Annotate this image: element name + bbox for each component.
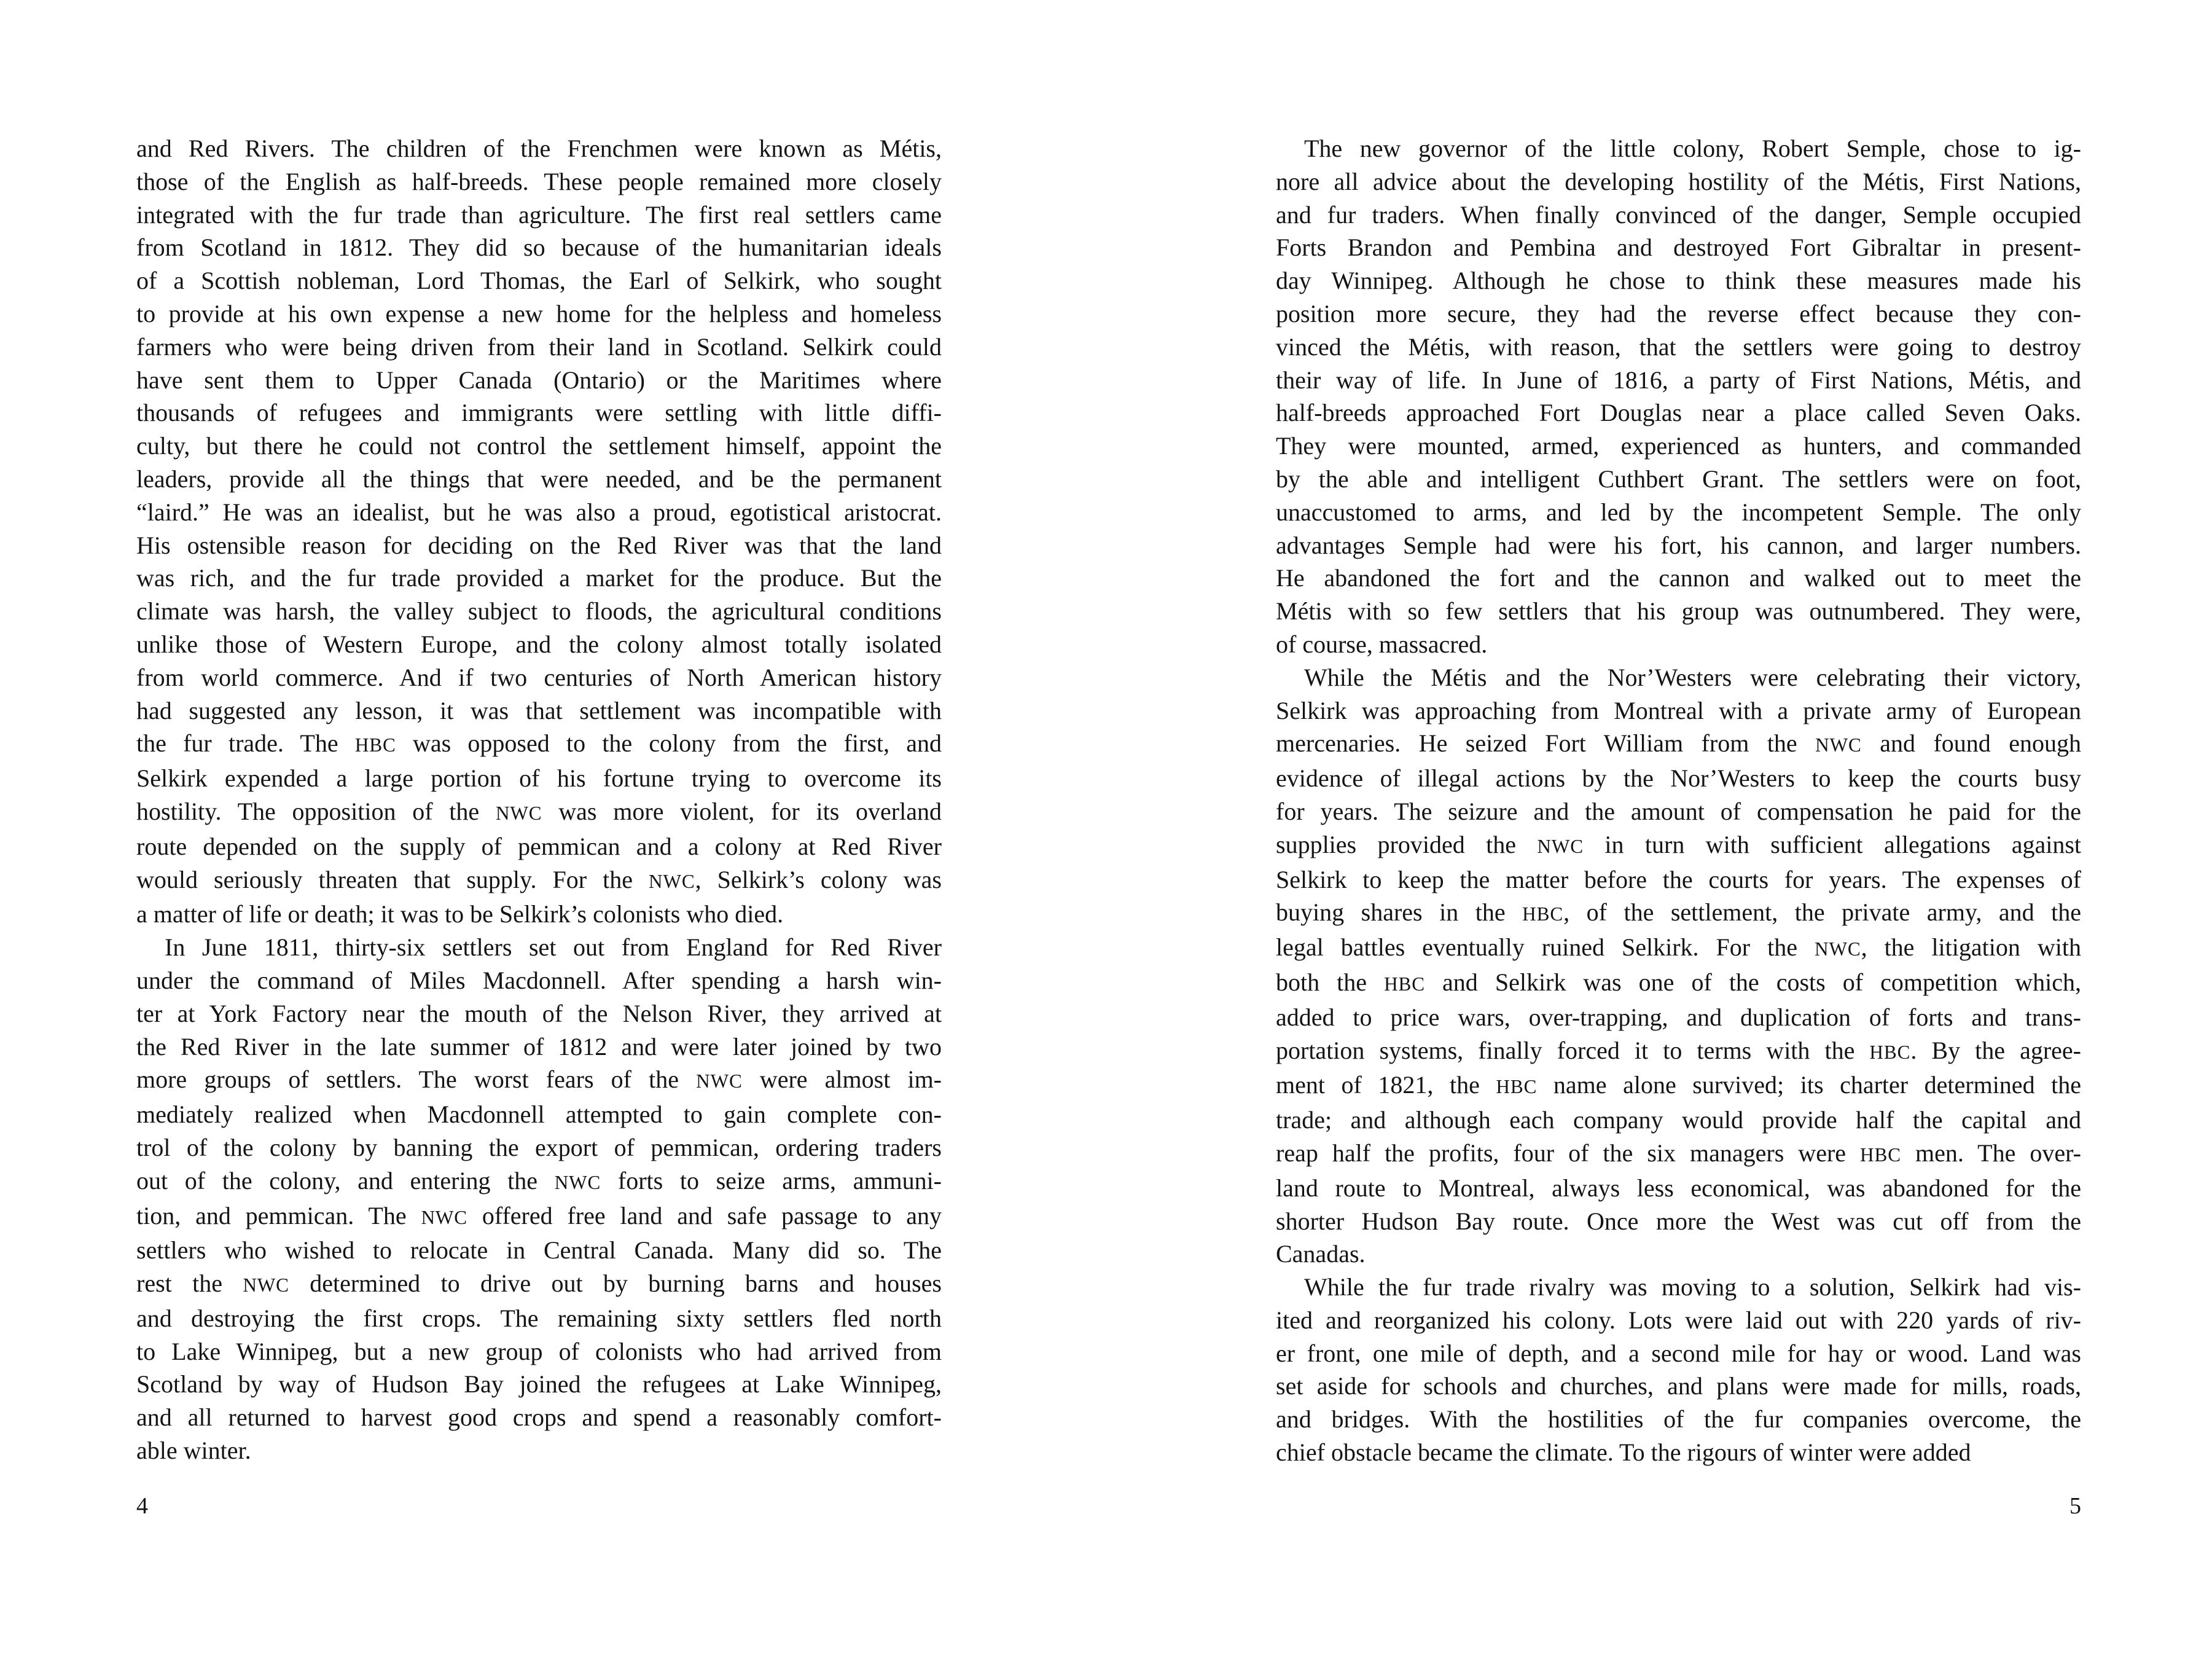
text-line: His ostensible reason for deciding on the Red River was that the land [136, 531, 942, 559]
text-line: They were mounted, armed, experienced as hunters, and commanded [1276, 432, 2081, 460]
paragraph [136, 931, 942, 1467]
paragraph [1276, 132, 2081, 661]
text-line: rest the NWC determined to drive out by burning barns and houses [136, 1269, 942, 1298]
text-line: While the Métis and the Nor’Westers were celebrating their victory, [1304, 663, 2081, 691]
text-line: The new governor of the little colony, Robert Semple, chose to ig- [1304, 135, 2081, 162]
small-caps-abbreviation: NWC [421, 1206, 468, 1228]
text-line: unaccustomed to arms, and led by the incompetent Semple. The only [1276, 498, 2081, 526]
text-line: evidence of illegal actions by the Nor’Westers to keep the courts busy [1276, 764, 2081, 793]
text-line: “laird.” He was an idealist, but he was also a proud, egotistical aristocrat. [136, 498, 942, 526]
text-line: the Red River in the late summer of 1812 and were later joined by two [136, 1032, 942, 1061]
text-line: would seriously threaten that supply. For the NWC, Selkirk’s colony was [136, 865, 942, 893]
text-line: able winter. [136, 1437, 251, 1465]
small-caps-abbreviation: NWC [696, 1070, 743, 1092]
text-line: of a Scottish nobleman, Lord Thomas, the Earl of Selkirk, who sought [136, 267, 942, 295]
text-line: of course, massacred. [1276, 630, 1488, 658]
text-line: more groups of settlers. The worst fears of the NWC were almost im- [136, 1065, 942, 1094]
text-line: Forts Brandon and Pembina and destroyed Fort Gibraltar in present- [1276, 233, 2081, 262]
text-line: position more secure, they had the reverse effect because they con- [1276, 299, 2081, 327]
text-line: supplies provided the NWC in turn with sufficient allegations against [1276, 830, 2082, 858]
text-line: portation systems, finally forced it to terms with the HBC. By the agree- [1276, 1036, 2082, 1064]
text-line: mercenaries. He seized Fort William from the NWC and found enough [1276, 729, 2082, 758]
small-caps-abbreviation: NWC [1537, 835, 1584, 857]
text-line: Métis with so few settlers that his group was outnumbered. They were, [1276, 597, 2081, 626]
text-line: from Scotland in 1812. They did so because of the humanitarian ideals [136, 233, 942, 262]
text-line: from world commerce. And if two centuries of North American history [136, 663, 942, 691]
text-line: unlike those of Western Europe, and the colony almost totally isolated [136, 630, 942, 658]
text-line: In June 1811, thirty-six settlers set out from England for Red River [165, 933, 942, 962]
text-line: vinced the Métis, with reason, that the settlers were going to destroy [1276, 332, 2081, 361]
text-line: culty, but there he could not control the settlement himself, appoint the [136, 432, 942, 460]
text-line: day Winnipeg. Although he chose to think these measures made his [1276, 267, 2081, 295]
text-line: buying shares in the HBC, of the settlement, the private army, and the [1276, 898, 2081, 927]
paragraph [1276, 1271, 2081, 1469]
paragraph [1276, 661, 2081, 1271]
text-line: for years. The seizure and the amount of compensation he paid for the [1276, 797, 2081, 825]
text-line: set aside for schools and churches, and plans were made for mills, roads, [1276, 1372, 2081, 1400]
small-caps-abbreviation: HBC [1496, 1076, 1538, 1098]
text-line: While the fur trade rivalry was moving to a solution, Selkirk had vis- [1304, 1273, 2081, 1301]
page-4-text-column [136, 132, 942, 1467]
text-line: ter at York Factory near the mouth of the Nelson River, they arrived at [136, 999, 942, 1027]
text-line: added to price wars, over-trapping, and duplication of forts and trans- [1276, 1003, 2081, 1031]
text-line: integrated with the fur trade than agriculture. The first real settlers came [136, 200, 942, 229]
small-caps-abbreviation: HBC [1522, 903, 1564, 925]
text-line: trade; and although each company would provide half the capital and [1276, 1106, 2081, 1134]
small-caps-abbreviation: HBC [1869, 1041, 1911, 1063]
text-line: and destroying the first crops. The remaining sixty settlers fled north [136, 1304, 942, 1332]
text-line: farmers who were being driven from their land in Scotland. Selkirk could [136, 332, 942, 361]
text-line: was rich, and the fur trade provided a market for the produce. But the [136, 564, 942, 592]
text-line: those of the English as half-breeds. These people remained more closely [136, 167, 942, 195]
text-line: half-breeds approached Fort Douglas near a place called Seven Oaks. [1276, 399, 2081, 427]
text-line: to provide at his own expense a new home for the helpless and homeless [136, 299, 942, 327]
text-line: their way of life. In June of 1816, a party of First Nations, Métis, and [1276, 366, 2081, 394]
text-line: and fur traders. When finally convinced of the danger, Semple occupied [1276, 200, 2081, 229]
text-line: Selkirk to keep the matter before the courts for years. The expenses of [1276, 865, 2081, 893]
text-line: route depended on the supply of pemmican and a colony at Red River [136, 832, 942, 860]
small-caps-abbreviation: HBC [354, 734, 396, 756]
small-caps-abbreviation: NWC [243, 1274, 289, 1296]
small-caps-abbreviation: NWC [649, 870, 695, 892]
text-line: reap half the profits, four of the six managers were HBC men. The over- [1276, 1139, 2081, 1167]
page-5-text-column [1276, 132, 2081, 1469]
text-line: He abandoned the fort and the cannon and walked out to meet the [1276, 564, 2081, 592]
text-line: under the command of Miles Macdonnell. After spending a harsh win- [136, 966, 942, 994]
text-line: Selkirk was approaching from Montreal with a private army of European [1276, 696, 2081, 724]
small-caps-abbreviation: NWC [1815, 734, 1862, 756]
text-line: thousands of refugees and immigrants were settling with little diffi- [136, 399, 942, 427]
text-line: legal battles eventually ruined Selkirk. For the NWC, the litigation with [1276, 933, 2081, 962]
text-line: Scotland by way of Hudson Bay joined the refugees at Lake Winnipeg, [136, 1370, 942, 1398]
page-number-right: 5 [2069, 1493, 2081, 1519]
text-line: and bridges. With the hostilities of the fur companies overcome, the [1276, 1405, 2081, 1433]
text-line: land route to Montreal, always less economical, was abandoned for the [1276, 1174, 2081, 1202]
text-line: ment of 1821, the HBC name alone survived; its charter determined the [1276, 1071, 2081, 1099]
text-line: by the able and intelligent Cuthbert Grant. The settlers were on foot, [1276, 465, 2081, 493]
paragraph [136, 132, 942, 931]
text-line: Selkirk expended a large portion of his fortune trying to overcome its [136, 764, 942, 793]
text-line: er front, one mile of depth, and a second mile for hay or wood. Land was [1276, 1339, 2081, 1367]
text-line: have sent them to Upper Canada (Ontario) or the Maritimes where [136, 366, 942, 394]
text-line: the fur trade. The HBC was opposed to the colony from the first, and [136, 729, 942, 758]
text-line: advantages Semple had were his fort, his cannon, and larger numbers. [1276, 531, 2081, 559]
text-line: chief obstacle became the climate. To the rigours of winter were added [1276, 1438, 1971, 1467]
text-line: hostility. The opposition of the NWC was more violent, for its overland [136, 797, 942, 825]
text-line: to Lake Winnipeg, but a new group of colonists who had arrived from [136, 1337, 942, 1365]
text-line: climate was harsh, the valley subject to floods, the agricultural conditions [136, 597, 942, 626]
small-caps-abbreviation: NWC [495, 802, 542, 824]
text-line: a matter of life or death; it was to be Selkirk’s colonists who died. [136, 900, 784, 928]
small-caps-abbreviation: HBC [1860, 1143, 1901, 1166]
small-caps-abbreviation: NWC [554, 1171, 601, 1193]
text-line: settlers who wished to relocate in Central Canada. Many did so. The [136, 1236, 942, 1265]
text-line: shorter Hudson Bay route. Once more the West was cut off from the [1276, 1207, 2081, 1235]
text-line: and Red Rivers. The children of the Frenchmen were known as Métis, [136, 135, 942, 162]
text-line: trol of the colony by banning the export of pemmican, ordering traders [136, 1133, 942, 1161]
text-line: Canadas. [1276, 1240, 1366, 1268]
text-line: mediately realized when Macdonnell attempted to gain complete con- [136, 1100, 942, 1129]
text-line: ited and reorganized his colony. Lots were laid out with 220 yards of riv- [1276, 1306, 2081, 1334]
text-line: and all returned to harvest good crops and spend a reasonably comfort- [136, 1403, 942, 1432]
small-caps-abbreviation: HBC [1384, 973, 1425, 995]
small-caps-abbreviation: NWC [1814, 938, 1861, 960]
text-line: had suggested any lesson, it was that settlement was incompatible with [136, 696, 942, 724]
text-line: leaders, provide all the things that were needed, and be the permanent [136, 465, 942, 493]
text-line: nore all advice about the developing hostility of the Métis, First Nations, [1276, 167, 2081, 195]
text-line: out of the colony, and entering the NWC forts to seize arms, ammuni- [136, 1166, 942, 1194]
text-line: tion, and pemmican. The NWC offered free land and safe passage to any [136, 1201, 942, 1230]
page-number-left: 4 [136, 1493, 148, 1519]
text-line: both the HBC and Selkirk was one of the costs of competition which, [1276, 968, 2081, 996]
